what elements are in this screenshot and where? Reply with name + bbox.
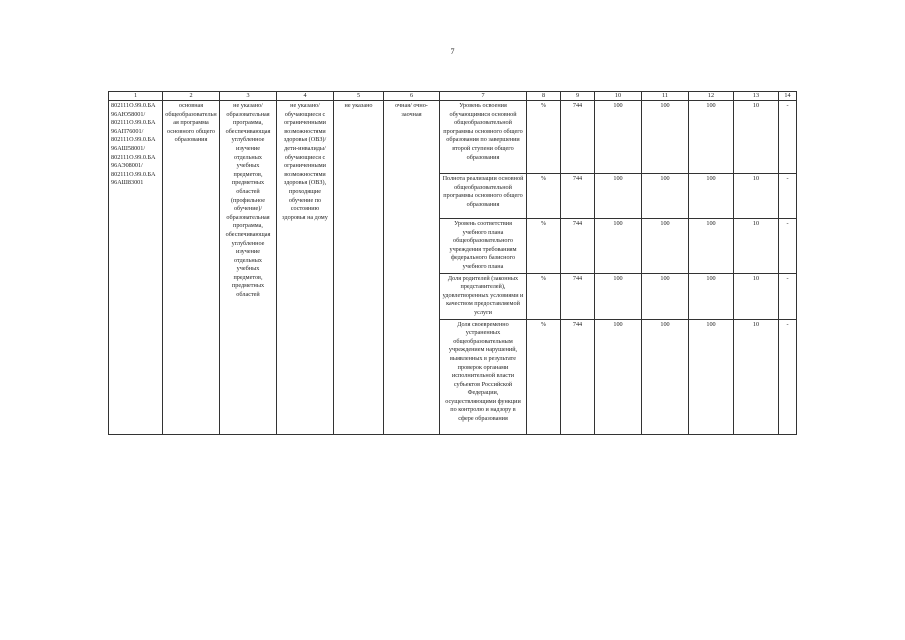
student-category-cell: не указано/ обучающиеся с ограниченными возможностями здоровья (ОВЗ)/ дети-инвалиды/ обучающиеся с ограниченными возможностями здоровья (ОВЗ), проходящие обучение по состоянию здоровья на дому <box>277 101 334 435</box>
column-number-header: 8 <box>527 92 561 101</box>
value-cell: 100 <box>595 101 642 174</box>
unit-cell: % <box>527 219 561 274</box>
table-row <box>109 101 797 174</box>
okei-code-cell: 744 <box>561 101 595 174</box>
value-cell: 100 <box>689 319 734 434</box>
unit-cell: % <box>527 319 561 434</box>
column-number-header: 10 <box>595 92 642 101</box>
value-cell: 100 <box>642 319 689 434</box>
registry-number-cell: 802111О.99.0.БА 96АЮ58001/ 802111О.99.0.БА 96АП76001/ 802111О.99.0.БА 96АШ58001/ 802111О.99.0.БА 96АЭ08001/ 802111О.99.0.БА 96АШ83001 <box>109 101 163 435</box>
column-number-header: 12 <box>689 92 734 101</box>
column-number-header: 4 <box>277 92 334 101</box>
page-number: 7 <box>450 47 455 56</box>
value-cell: 100 <box>595 273 642 319</box>
value-cell: - <box>779 319 797 434</box>
okei-code-cell: 744 <box>561 219 595 274</box>
value-cell: 100 <box>689 219 734 274</box>
indicator-cell: Полнота реализации основной общеобразовательной программы основного общего образования <box>440 174 527 219</box>
column-number-header: 1 <box>109 92 163 101</box>
value-cell: 100 <box>689 101 734 174</box>
value-cell: 100 <box>595 319 642 434</box>
column-number-header: 9 <box>561 92 595 101</box>
column-number-header: 3 <box>220 92 277 101</box>
value-cell: 10 <box>734 319 779 434</box>
value-cell: 100 <box>642 273 689 319</box>
unit-cell: % <box>527 273 561 319</box>
value-cell: - <box>779 219 797 274</box>
value-cell: 100 <box>642 101 689 174</box>
okei-code-cell: 744 <box>561 319 595 434</box>
unit-cell: % <box>527 101 561 174</box>
value-cell: 10 <box>734 174 779 219</box>
column-5-cell: не указано <box>334 101 384 435</box>
value-cell: 100 <box>689 174 734 219</box>
value-cell: 10 <box>734 101 779 174</box>
indicator-cell: Доля родителей (законных представителей), удовлетворенных условиями и качеством предоставляемой услуги <box>440 273 527 319</box>
value-cell: - <box>779 273 797 319</box>
value-cell: 100 <box>595 219 642 274</box>
column-number-header: 6 <box>384 92 440 101</box>
indicator-cell: Уровень соответствия учебного плана общеобразовательного учреждения требованиям федерального базисного учебного плана <box>440 219 527 274</box>
value-cell: 10 <box>734 273 779 319</box>
service-quality-table <box>108 91 797 435</box>
value-cell: 10 <box>734 219 779 274</box>
unit-cell: % <box>527 174 561 219</box>
value-cell: - <box>779 101 797 174</box>
value-cell: 100 <box>642 174 689 219</box>
okei-code-cell: 744 <box>561 174 595 219</box>
value-cell: 100 <box>595 174 642 219</box>
column-number-header: 14 <box>779 92 797 101</box>
program-type-cell: не указано/ образовательная программа, обеспечивающая углубленное изучение отдельных учебных предметов, предметных областей (профильное обучение)/ образовательная программа, обеспечивающая углубленное изучение отдельных учебных предметов, предметных областей <box>220 101 277 435</box>
column-number-header: 2 <box>163 92 220 101</box>
column-number-row <box>109 92 797 101</box>
column-number-header: 5 <box>334 92 384 101</box>
program-cell: основная общеобразовательная программа основного общего образования <box>163 101 220 435</box>
column-number-header: 13 <box>734 92 779 101</box>
indicator-cell: Доля своевременно устраненных общеобразовательным учреждением нарушений, выявленных в результате проверок органами исполнительной власти субъектов Российской Федерации, осуществляющими функции по контролю и надзору в сфере образования <box>440 319 527 434</box>
column-number-header: 11 <box>642 92 689 101</box>
value-cell: 100 <box>689 273 734 319</box>
education-form-cell: очная/ очно-заочная <box>384 101 440 435</box>
column-number-header: 7 <box>440 92 527 101</box>
okei-code-cell: 744 <box>561 273 595 319</box>
value-cell: - <box>779 174 797 219</box>
value-cell: 100 <box>642 219 689 274</box>
indicator-cell: Уровень освоения обучающимися основной общеобразовательной программы основного общего образования по завершении второй ступени общего образования <box>440 101 527 174</box>
